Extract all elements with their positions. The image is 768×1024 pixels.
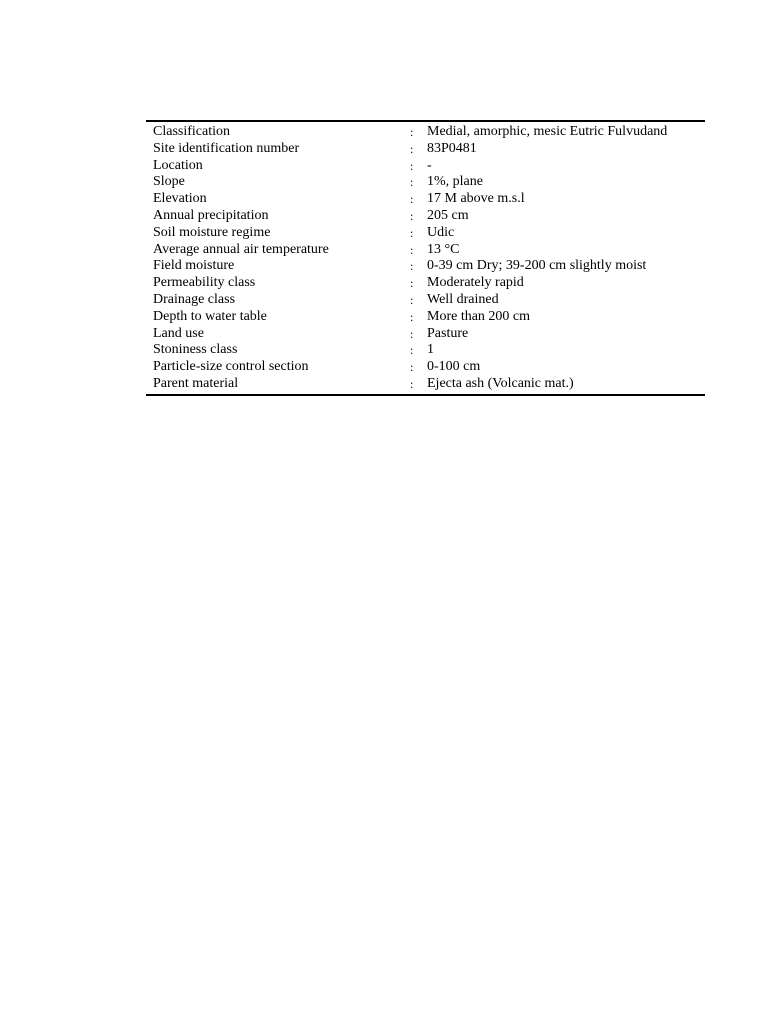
row-value: Pasture: [427, 325, 469, 341]
row-label: Field moisture: [153, 258, 235, 274]
row-separator: :: [410, 208, 414, 223]
table-row: [146, 191, 705, 208]
row-separator: :: [410, 309, 414, 324]
row-label: Parent material: [153, 375, 239, 391]
row-separator: :: [410, 292, 414, 307]
row-value: 83P0481: [427, 140, 477, 156]
row-separator: :: [410, 158, 414, 173]
row-label: Site identification number: [153, 140, 300, 156]
row-value: Udic: [427, 224, 455, 240]
table-row: [146, 292, 705, 309]
table-row: [146, 208, 705, 225]
row-value: 13 °C: [427, 241, 460, 257]
row-label: Land use: [153, 325, 204, 341]
table-row: [146, 376, 705, 393]
row-separator: :: [410, 192, 414, 207]
row-separator: :: [410, 242, 414, 257]
row-label: Soil moisture regime: [153, 224, 271, 240]
table-row: [146, 141, 705, 158]
row-value: -: [427, 157, 432, 173]
row-separator: :: [410, 376, 414, 391]
row-label: Permeability class: [153, 275, 256, 291]
table-row: [146, 242, 705, 259]
row-value: More than 200 cm: [427, 308, 531, 324]
row-label: Location: [153, 157, 203, 173]
row-separator: :: [410, 326, 414, 341]
row-separator: :: [410, 343, 414, 358]
row-value: 0-39 cm Dry; 39-200 cm slightly moist: [427, 258, 647, 274]
table-row: [146, 225, 705, 242]
table-row: [146, 158, 705, 175]
row-value: 1: [427, 342, 434, 358]
row-separator: :: [410, 276, 414, 291]
table-row: [146, 258, 705, 275]
row-separator: :: [410, 225, 414, 240]
row-value: Moderately rapid: [427, 275, 524, 291]
row-separator: :: [410, 175, 414, 190]
row-separator: :: [410, 259, 414, 274]
row-label: Classification: [153, 124, 230, 139]
row-value: 1%, plane: [427, 174, 483, 190]
table-row: [146, 359, 705, 376]
row-value: 17 M above m.s.l: [427, 191, 525, 207]
row-value: Ejecta ash (Volcanic mat.): [427, 375, 574, 391]
table-row: [146, 124, 705, 141]
table-row: [146, 342, 705, 359]
row-value: Well drained: [427, 291, 499, 307]
row-value: Medial, amorphic, mesic Eutric Fulvudand: [427, 124, 668, 139]
table-row: [146, 326, 705, 343]
row-label: Annual precipitation: [153, 207, 269, 223]
row-label: Slope: [153, 174, 185, 190]
table-row: [146, 174, 705, 191]
row-label: Stoniness class: [153, 342, 238, 358]
row-label: Average annual air temperature: [153, 241, 329, 257]
row-value: 0-100 cm: [427, 359, 481, 375]
row-value: 205 cm: [427, 207, 469, 223]
table-row: [146, 275, 705, 292]
row-separator: :: [410, 360, 414, 375]
row-label: Drainage class: [153, 291, 236, 307]
row-separator: :: [410, 141, 414, 156]
row-label: Elevation: [153, 191, 207, 207]
row-label: Particle-size control section: [153, 359, 309, 375]
soil-profile-table: [146, 120, 705, 396]
row-separator: :: [410, 125, 414, 139]
row-label: Depth to water table: [153, 308, 267, 324]
table-row: [146, 309, 705, 326]
